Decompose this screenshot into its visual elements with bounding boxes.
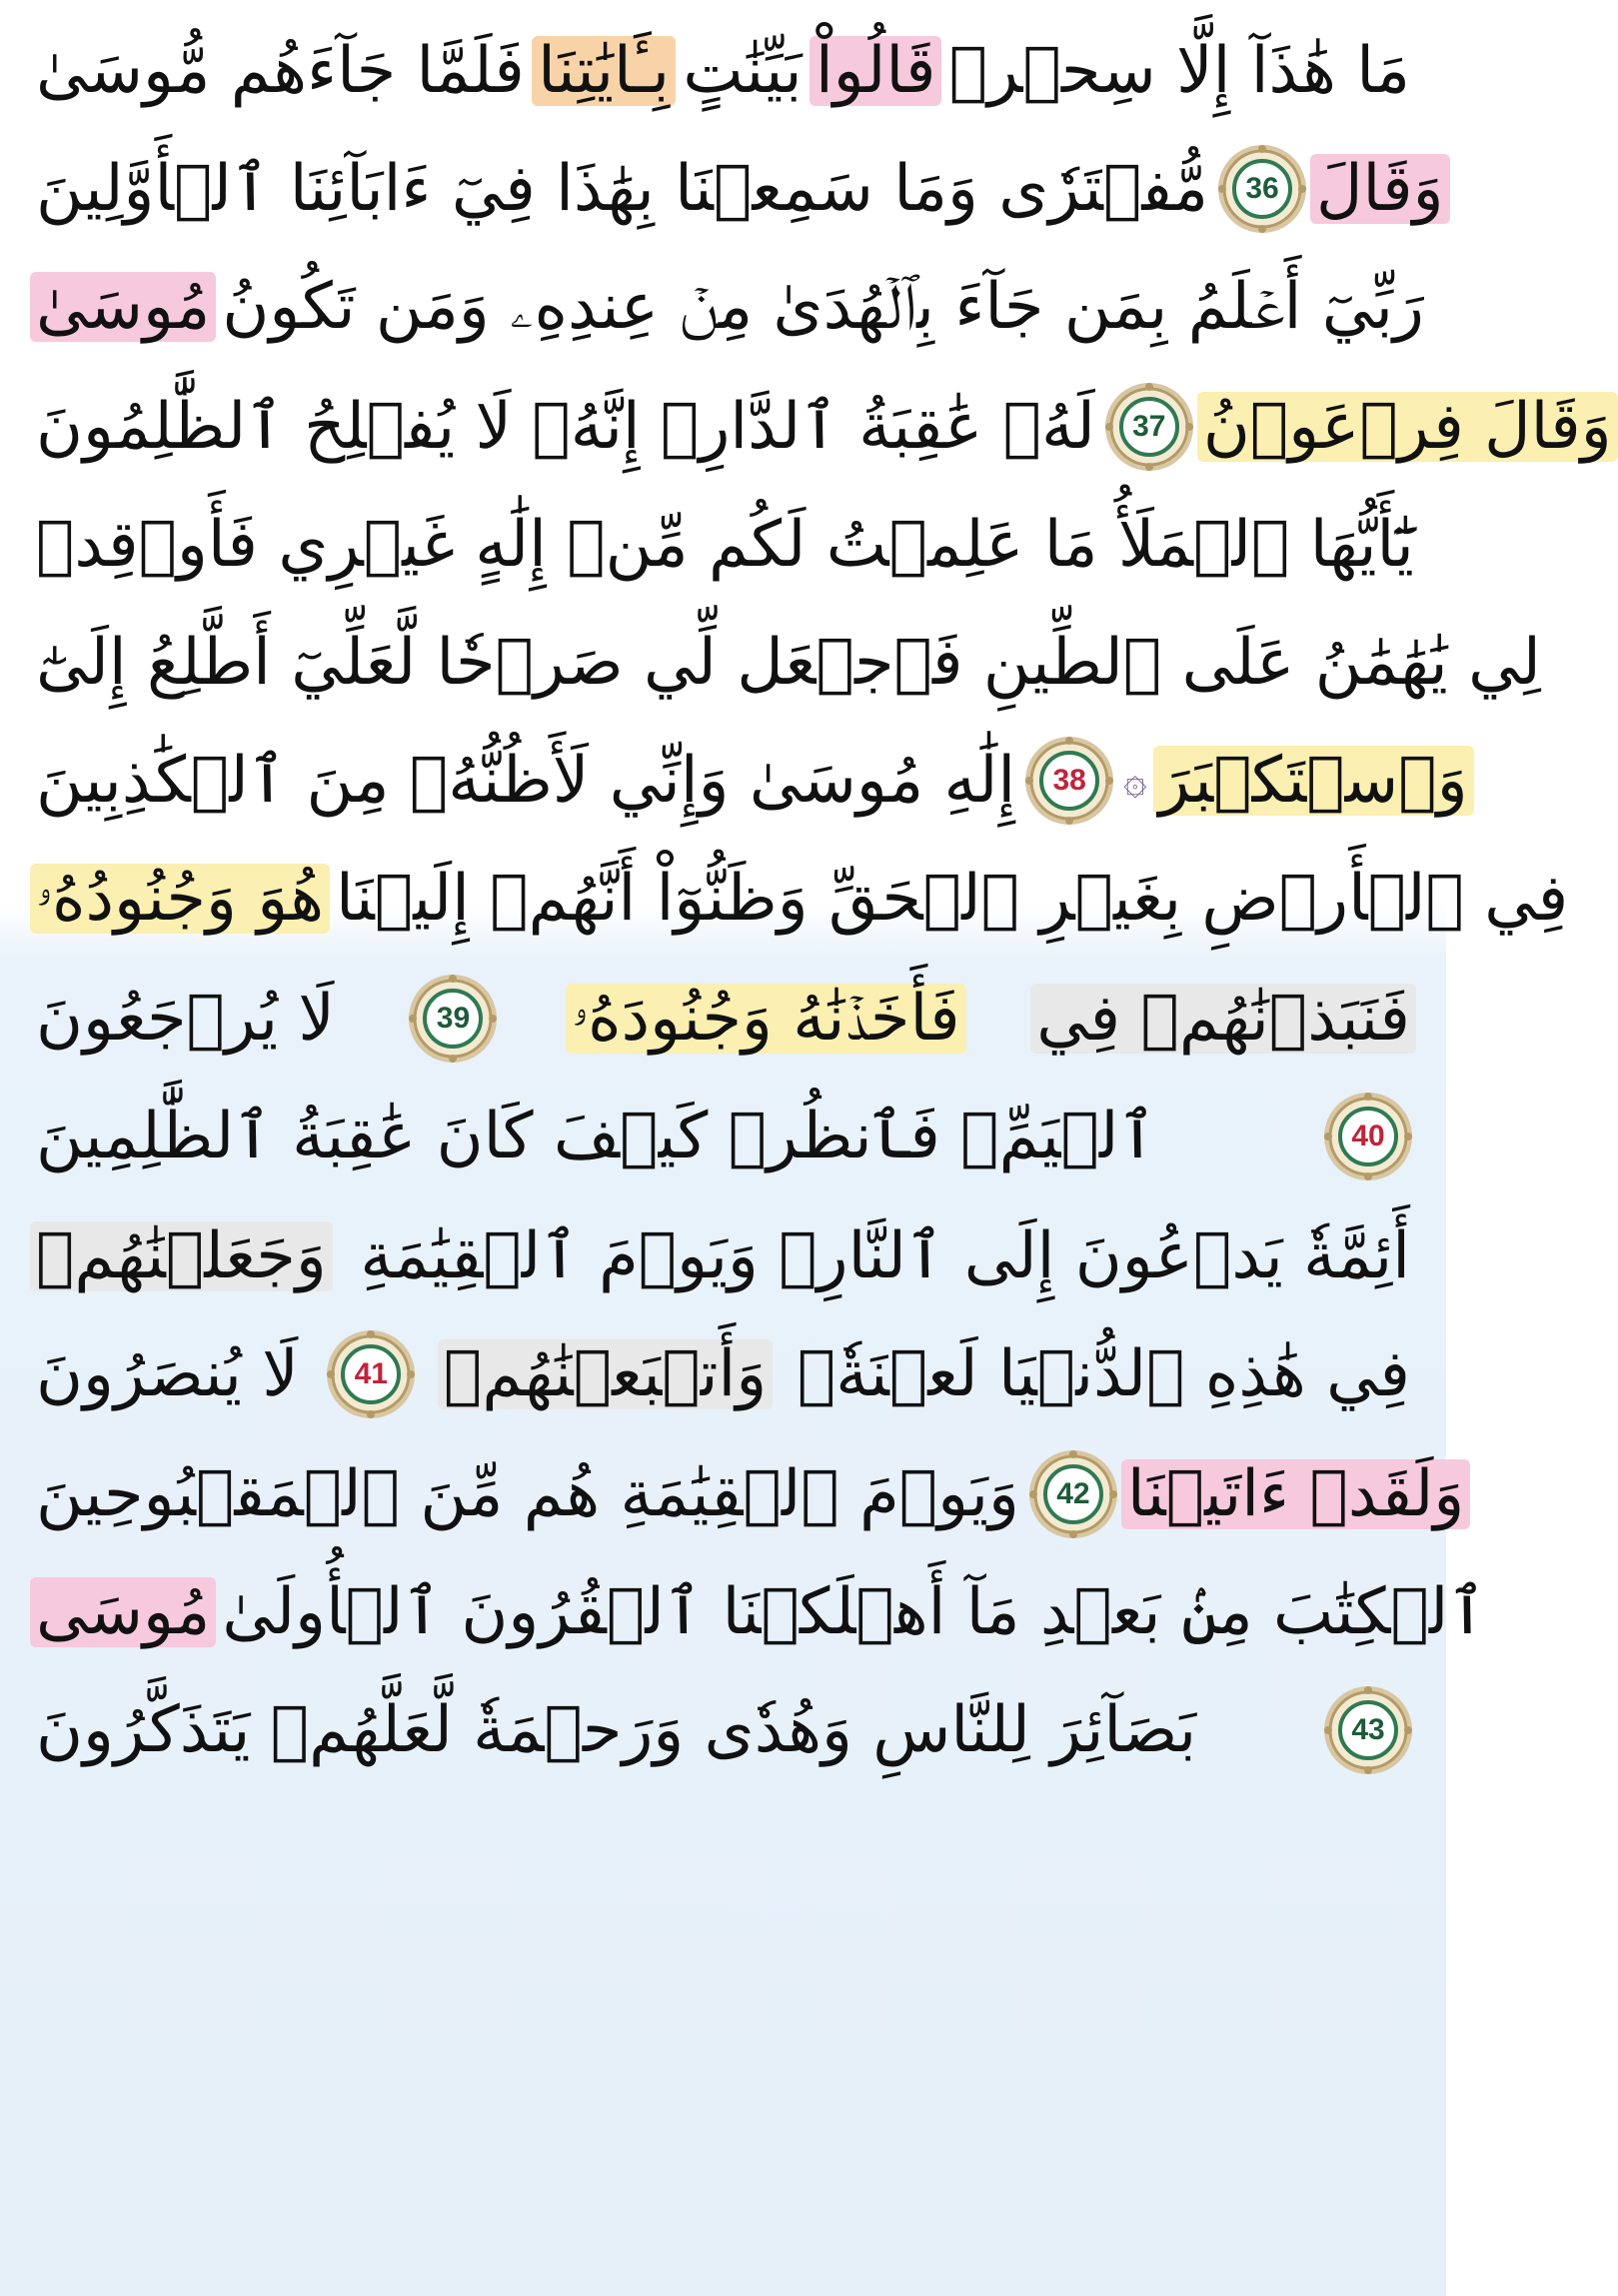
verse-text: فِي ٱلۡأَرۡضِ بِغَيۡرِ ٱلۡحَقِّ وَظَنُّوٓاْ أَنَّهُمۡ إِلَيۡنَا [336, 861, 1569, 936]
highlighted-word: هُوَ وَجُنُودُهُۥ [30, 864, 330, 934]
highlighted-word: وَأَتۡبَعۡنَٰهُمۡ [438, 1339, 773, 1409]
verse-text: رَبِّيٓ أَعۡلَمُ بِمَن جَآءَ بِٱلۡهُدَىٰ مِنۡ عِندِهِۦ وَمَن تَكُونُ [222, 269, 1424, 344]
highlighted-word: وَٱسۡتَكۡبَرَ [1153, 746, 1474, 816]
ayah-number-marker [1101, 379, 1197, 475]
verse-text: بَصَآئِرَ لِلنَّاسِ وَهُدٗى وَرَحۡمَةٗ لَّعَلَّهُمۡ يَتَذَكَّرُونَ [36, 1692, 1197, 1767]
verse-line [30, 1435, 1465, 1553]
verse-line [30, 248, 1424, 366]
verse-text: ٱلۡيَمِّۖ فَٱنظُرۡ كَيۡفَ كَانَ عَٰقِبَةُ ٱلظَّٰلِمِينَ [36, 1099, 1156, 1173]
ayah-number: 43 [1351, 1713, 1385, 1746]
verse-line [30, 1197, 1416, 1315]
highlighted-word: وَجَعَلۡنَٰهُمۡ [30, 1221, 333, 1291]
ayah-number-marker [1214, 141, 1310, 237]
ayah-number: 37 [1132, 410, 1166, 443]
verse-text: لَا يُنصَرُونَ [36, 1336, 299, 1411]
ayah-number-marker [405, 971, 501, 1067]
highlighted-word: فَنَبَذۡنَٰهُمۡ فِي [1030, 984, 1416, 1054]
verse-text: لَا يُرۡجَعُونَ [36, 981, 335, 1056]
highlighted-word: فَأَخَذۡنَٰهُ وَجُنُودَهُۥ [566, 984, 965, 1054]
rub-el-hizb-icon: ۞ [1123, 758, 1147, 804]
verse-text: فِي هَٰذِهِ ٱلدُّنۡيَا لَعۡنَةٗۖ [797, 1336, 1410, 1411]
verse-text: يَٰٓأَيُّهَا ٱلۡمَلَأُ مَا عَلِمۡتُ لَكُم مِّنۡ إِلَٰهٍ غَيۡرِي فَأَوۡقِدۡ [36, 507, 1414, 582]
verse-line [30, 12, 1416, 130]
verse-text: مَا هَٰذَآ إِلَّا سِحۡرٞ [948, 33, 1410, 108]
verse-line [30, 1553, 1486, 1671]
highlighted-word: مُوسَىٰ [30, 272, 216, 342]
highlighted-word: قَالُواْ [809, 36, 941, 106]
verse-line [30, 130, 1444, 248]
verse-text: فَلَمَّا جَآءَهُم مُّوسَىٰ [36, 33, 525, 108]
verse-line [30, 722, 1468, 840]
ayah-number-marker [1320, 1682, 1416, 1778]
highlighted-word: وَقَالَ [1310, 154, 1450, 224]
verse-text: مُّفۡتَرٗى وَمَا سَمِعۡنَا بِهَٰذَا فِيٓ ءَابَآئِنَا ٱلۡأَوَّلِينَ [36, 151, 1209, 226]
verse-line [30, 960, 1416, 1078]
verse-text: وَيَوۡمَ ٱلۡقِيَٰمَةِ هُم مِّنَ ٱلۡمَقۡبُوحِينَ [36, 1456, 1019, 1531]
highlighted-word: وَقَالَ فِرۡعَوۡنُ [1197, 392, 1618, 462]
verse-text: لَهُۥ عَٰقِبَةُ ٱلدَّارِۚ إِنَّهُۥ لَا يُفۡلِحُ ٱلظَّٰلِمُونَ [36, 389, 1095, 464]
highlighted-word: مُوسَى [30, 1577, 216, 1647]
ayah-number: 40 [1351, 1120, 1385, 1152]
verse-line [30, 486, 1416, 604]
ayah-number-marker [1025, 1446, 1121, 1542]
verse-line [30, 368, 1612, 486]
ayah-number-marker [323, 1326, 419, 1422]
ayah-number-marker [1320, 1089, 1416, 1184]
verse-line [30, 604, 1541, 722]
verse-line [30, 1315, 1416, 1433]
ayah-number: 36 [1245, 172, 1279, 205]
verse-line [30, 840, 1569, 958]
ayah-number: 42 [1056, 1477, 1090, 1510]
highlighted-word: بِـَٔايَٰتِنَا [532, 36, 676, 106]
verse-line [30, 1078, 1416, 1195]
verse-text: ٱلۡكِتَٰبَ مِنۢ بَعۡدِ مَآ أَهۡلَكۡنَا ٱلۡقُرُونَ ٱلۡأُولَىٰ [222, 1574, 1486, 1649]
highlighted-word: وَلَقَدۡ ءَاتَيۡنَا [1121, 1459, 1470, 1529]
verse-text: أَئِمَّةٗ يَدۡعُونَ إِلَى ٱلنَّارِۖ وَيَوۡمَ ٱلۡقِيَٰمَةِ [360, 1218, 1410, 1293]
verse-text: بَيِّنَٰتٍ [683, 33, 803, 108]
ayah-number: 38 [1052, 764, 1086, 797]
ayah-number: 41 [354, 1357, 388, 1390]
ayah-number-marker [1021, 733, 1117, 829]
verse-text: لِي يَٰهَٰمَٰنُ عَلَى ٱلطِّينِ فَٱجۡعَل لِّي صَرۡحٗا لَّعَلِّيٓ أَطَّلِعُ إِلَىٰٓ [36, 625, 1541, 700]
verse-text: إِلَٰهِ مُوسَىٰ وَإِنِّي لَأَظُنُّهُۥ مِنَ ٱلۡكَٰذِبِينَ [36, 743, 1016, 818]
verse-line [30, 1671, 1416, 1789]
ayah-number: 39 [436, 1002, 471, 1035]
